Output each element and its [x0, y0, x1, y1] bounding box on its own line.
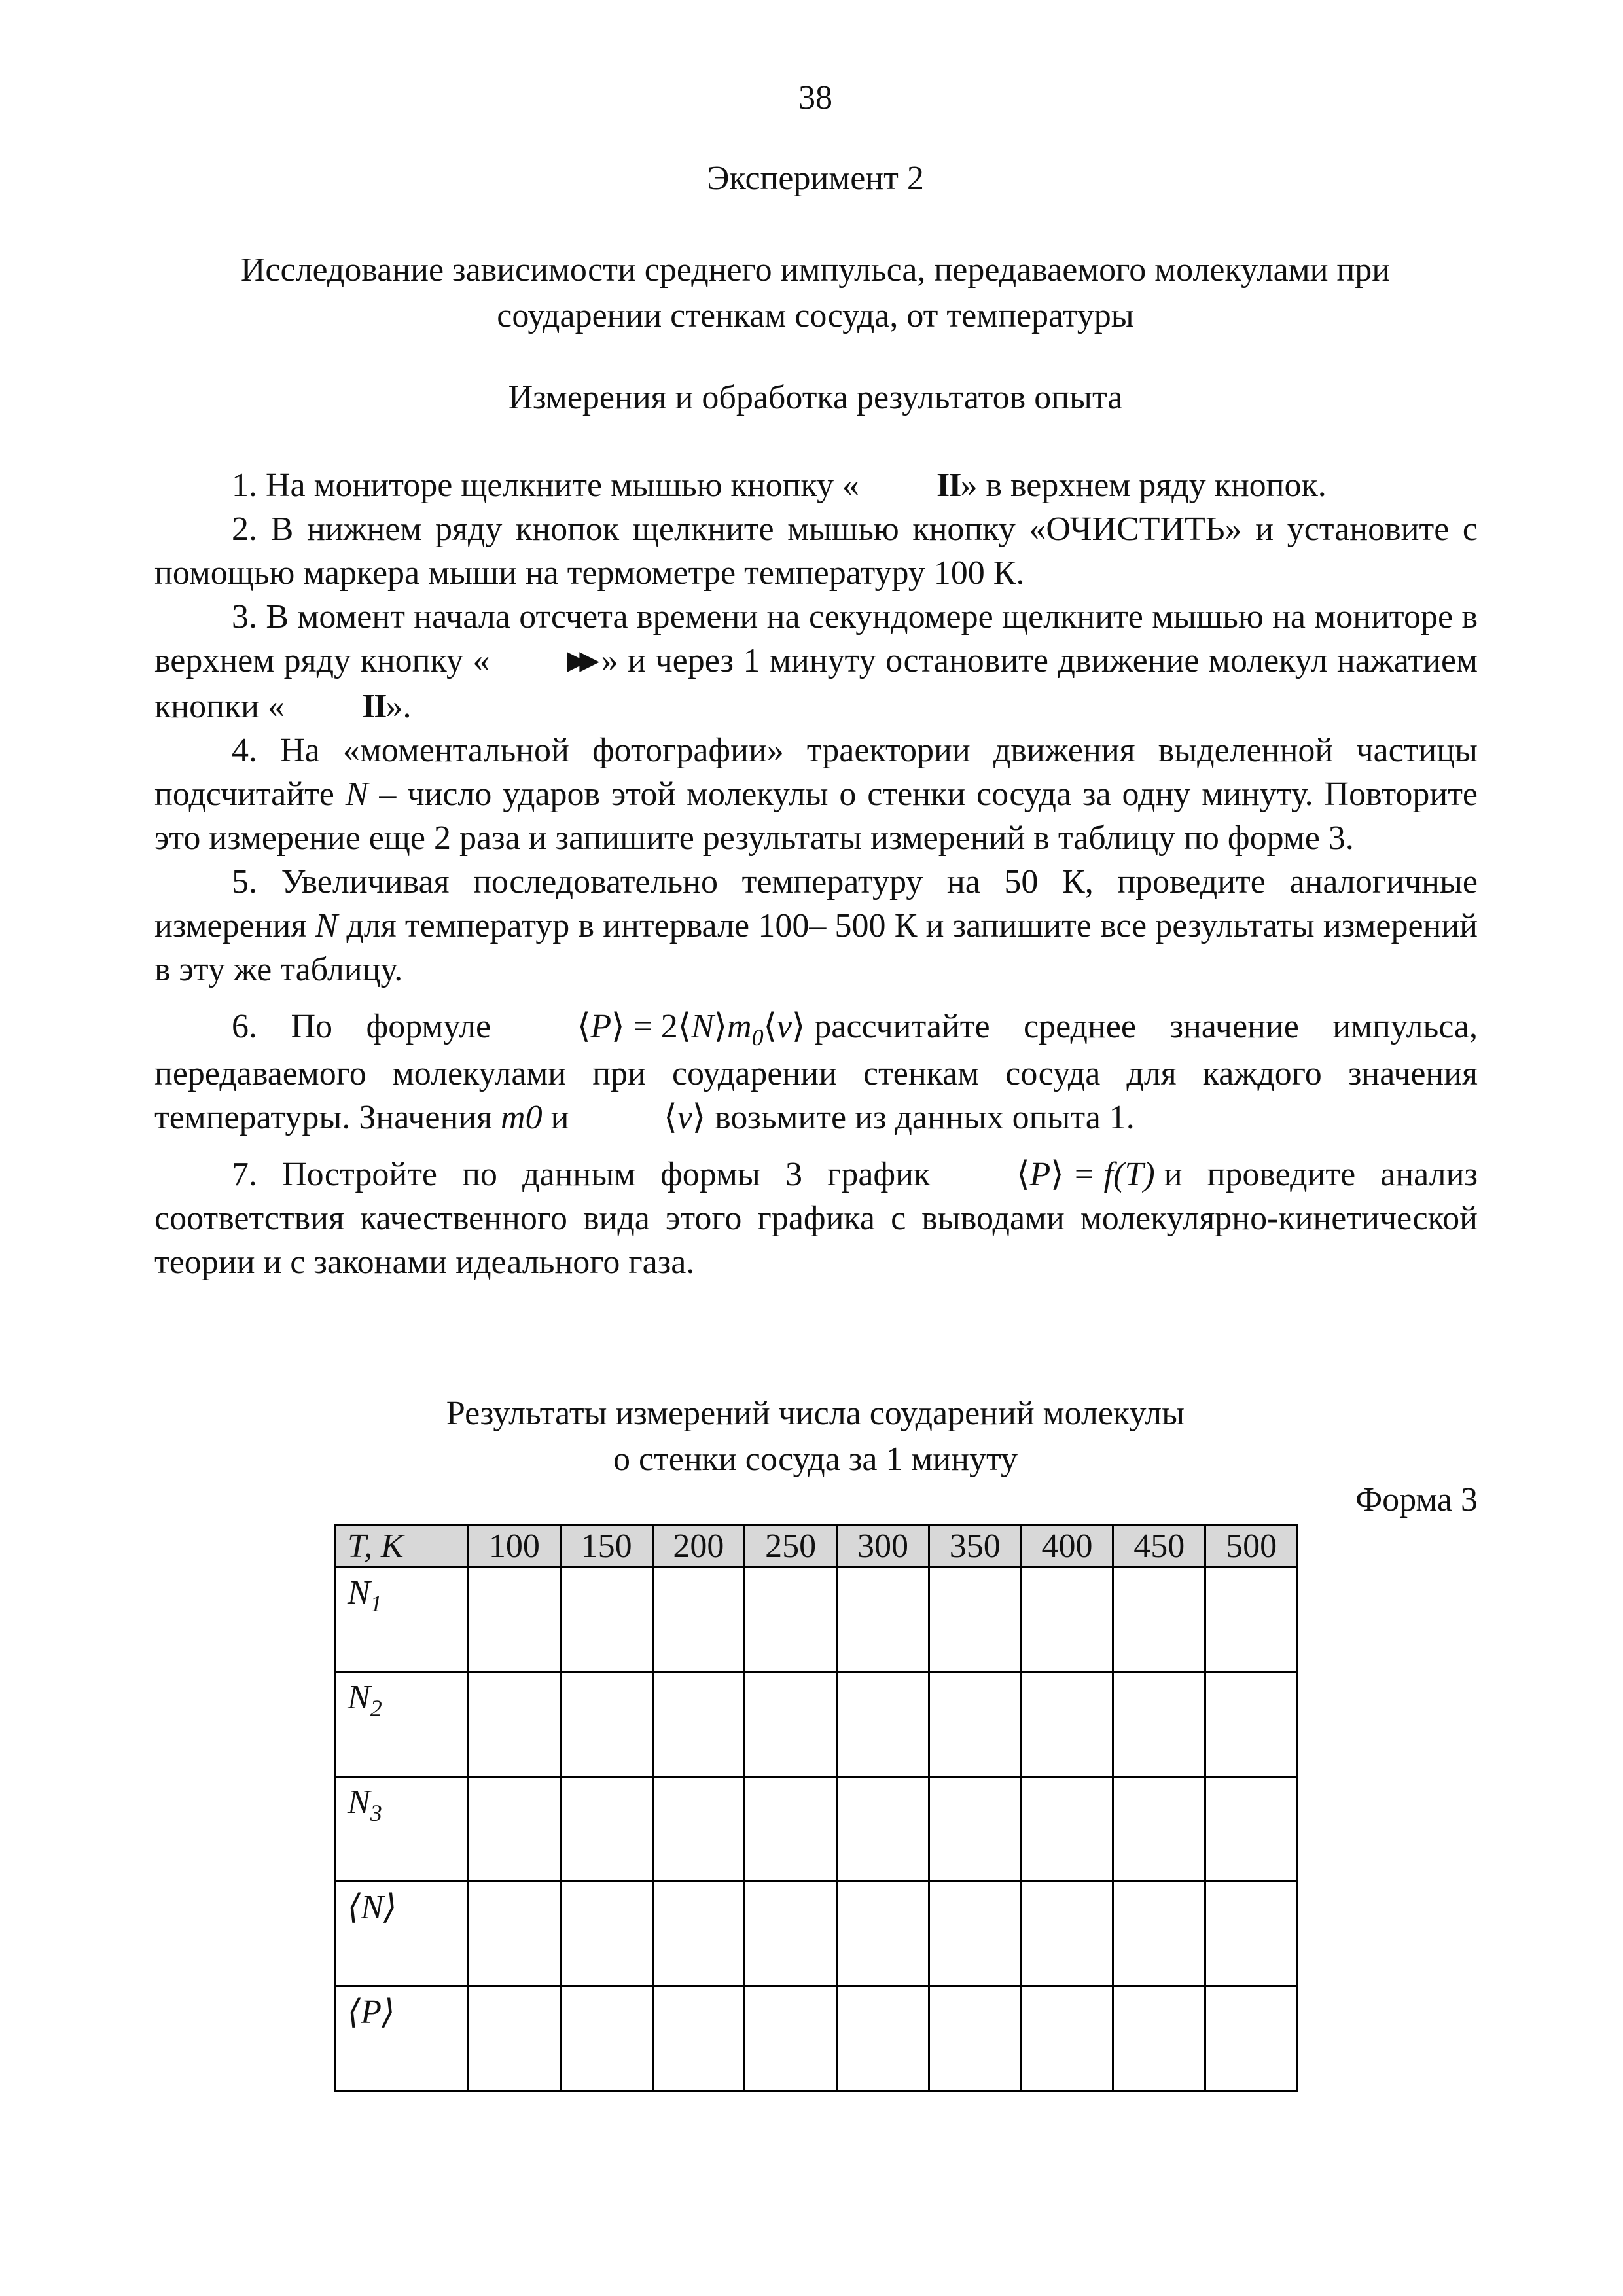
step-3: 3. В момент начала отсчета времени на секундомере щелкните мышью на мониторе в верхнем ряду кнопку « ▶▶ » и через 1 минуту остановите движение молекул нажатием кнопки « II». — [154, 595, 1478, 728]
table-cell[interactable] — [652, 1986, 745, 2091]
temperature-column-header: 150 — [560, 1525, 652, 1568]
table-cell[interactable] — [1205, 1568, 1298, 1672]
table-cell[interactable] — [837, 1672, 929, 1777]
table-cell[interactable] — [469, 1672, 561, 1777]
table-cell[interactable] — [469, 1568, 561, 1672]
table-cell[interactable] — [837, 1882, 929, 1986]
pause-icon: II — [936, 467, 961, 504]
table-caption: Результаты измерений числа соударений молекулы о стенки сосуда за 1 минуту — [446, 1395, 1185, 1478]
section-subtitle: Измерения и обработка результатов опыта — [508, 379, 1123, 416]
table-cell[interactable] — [469, 1777, 561, 1882]
table-cell[interactable] — [1021, 1882, 1113, 1986]
table-cell[interactable] — [652, 1672, 745, 1777]
table-cell[interactable] — [1205, 1882, 1298, 1986]
row-label-mean-n: ⟨N⟩ — [335, 1882, 469, 1986]
temperature-column-header: 350 — [929, 1525, 1021, 1568]
experiment-title — [154, 247, 1476, 339]
title-line-2: соударении стенкам сосуда, от температуры — [497, 297, 1134, 334]
table-cell[interactable] — [1113, 1777, 1205, 1882]
temperature-column-header: 300 — [837, 1525, 929, 1568]
temperature-column-header: 250 — [745, 1525, 837, 1568]
table-cell[interactable] — [1113, 1672, 1205, 1777]
graph-formula: ⟨P⟩ = f(T) — [1016, 1156, 1155, 1193]
table-header-row — [335, 1525, 1298, 1568]
table-cell[interactable] — [469, 1986, 561, 2091]
step-2: 2. В нижнем ряду кнопок щелкните мышью кнопку «ОЧИСТИТЬ» и установите с помощью маркера мыши на термометре температуру 100 К. — [154, 511, 1478, 592]
table-cell[interactable] — [1021, 1672, 1113, 1777]
table-cell[interactable] — [745, 1882, 837, 1986]
step-7: 7. Постройте по данным формы 3 график ⟨P⟩ = f(T) и проведите анализ соответствия качественного вида этого графика с выводами молекулярно-кинетической теории и с законами идеального газа. — [154, 1153, 1478, 1284]
table-cell[interactable] — [469, 1882, 561, 1986]
table-cell[interactable] — [837, 1568, 929, 1672]
table-cell[interactable] — [745, 1986, 837, 2091]
table-cell[interactable] — [1205, 1672, 1298, 1777]
table-cell[interactable] — [652, 1777, 745, 1882]
table-cell[interactable] — [745, 1568, 837, 1672]
table-cell[interactable] — [745, 1777, 837, 1882]
pause-icon: II — [362, 688, 386, 725]
table-cell[interactable] — [1113, 1986, 1205, 2091]
table-cell[interactable] — [1113, 1882, 1205, 1986]
table-cell[interactable] — [652, 1568, 745, 1672]
table-cell[interactable] — [745, 1672, 837, 1777]
step-6: 6. По формуле ⟨P⟩ = $2⟨N⟩m_0⟨v⟩$ рассчитайте среднее значение импульса, передаваемого молекулами при соударении стенкам сосуда для каждого значения температуры. Значения m0 и ⟨v⟩ возьмите из данных опыта 1. — [154, 1005, 1478, 1139]
form-label: Форма 3 — [1355, 1481, 1478, 1518]
velocity-symbol: ⟨v⟩ — [664, 1099, 706, 1136]
temperature-column-header: 450 — [1113, 1525, 1205, 1568]
table-cell[interactable] — [929, 1986, 1021, 2091]
table-cell[interactable] — [1113, 1568, 1205, 1672]
table-cell[interactable] — [560, 1777, 652, 1882]
title-line-1: Исследование зависимости среднего импульса, передаваемого молекулами при — [240, 251, 1391, 289]
row-label-mean-p: ⟨P⟩ — [335, 1986, 469, 2091]
experiment-heading: Эксперимент 2 — [707, 160, 924, 197]
table-cell[interactable] — [1021, 1777, 1113, 1882]
temperature-column-header: 100 — [469, 1525, 561, 1568]
step-1: 1. На мониторе щелкните мышью кнопку « II» в верхнем ряду кнопок. — [154, 463, 1478, 507]
table-cell[interactable] — [837, 1986, 929, 2091]
table-cell[interactable] — [1021, 1568, 1113, 1672]
table-cell[interactable] — [929, 1777, 1021, 1882]
page-number: 38 — [798, 79, 832, 117]
table-cell[interactable] — [929, 1568, 1021, 1672]
table-cell[interactable] — [1205, 1777, 1298, 1882]
table-row — [335, 1777, 1298, 1882]
table-cell[interactable] — [560, 1882, 652, 1986]
table-row — [335, 1986, 1298, 2091]
table-row — [335, 1882, 1298, 1986]
step-4: 4. На «моментальной фотографии» траектории движения выделенной частицы подсчитайте N – число ударов этой молекулы о стенки сосуда за одну минуту. Повторите это измерение еще 2 раза и запишите результаты измерений в таблицу по форме 3. — [154, 732, 1478, 857]
m0-symbol: m0 — [501, 1099, 543, 1136]
table-cell[interactable] — [560, 1986, 652, 2091]
momentum-formula: ⟨P⟩ = $2⟨N⟩m_0⟨v⟩$ — [577, 1008, 806, 1050]
table-cell[interactable] — [1205, 1986, 1298, 2091]
row-label-n2: $N_2$ — [335, 1672, 469, 1777]
temperature-header: T, K — [335, 1525, 469, 1568]
table-cell[interactable] — [560, 1672, 652, 1777]
table-cell[interactable] — [652, 1882, 745, 1986]
table-cell[interactable] — [560, 1568, 652, 1672]
fast-forward-icon: ▶▶ — [567, 645, 592, 675]
step-5: 5. Увеличивая последовательно температуру на 50 К, проведите аналогичные измерения N для температур в интервале 100– 500 К и запишите все результаты измерений в эту же таблицу. — [154, 863, 1478, 988]
table-cell[interactable] — [929, 1672, 1021, 1777]
table-cell[interactable] — [837, 1777, 929, 1882]
table-row — [335, 1672, 1298, 1777]
temperature-column-header: 400 — [1021, 1525, 1113, 1568]
instructions — [154, 463, 1478, 1284]
results-table — [334, 1524, 1298, 2092]
table-cell[interactable] — [1021, 1986, 1113, 2091]
row-label-n3: $N_3$ — [335, 1777, 469, 1882]
table-cell[interactable] — [929, 1882, 1021, 1986]
row-label-n1: $N_1$ — [335, 1568, 469, 1672]
temperature-column-header: 500 — [1205, 1525, 1298, 1568]
temperature-column-header: 200 — [652, 1525, 745, 1568]
table-row — [335, 1568, 1298, 1672]
